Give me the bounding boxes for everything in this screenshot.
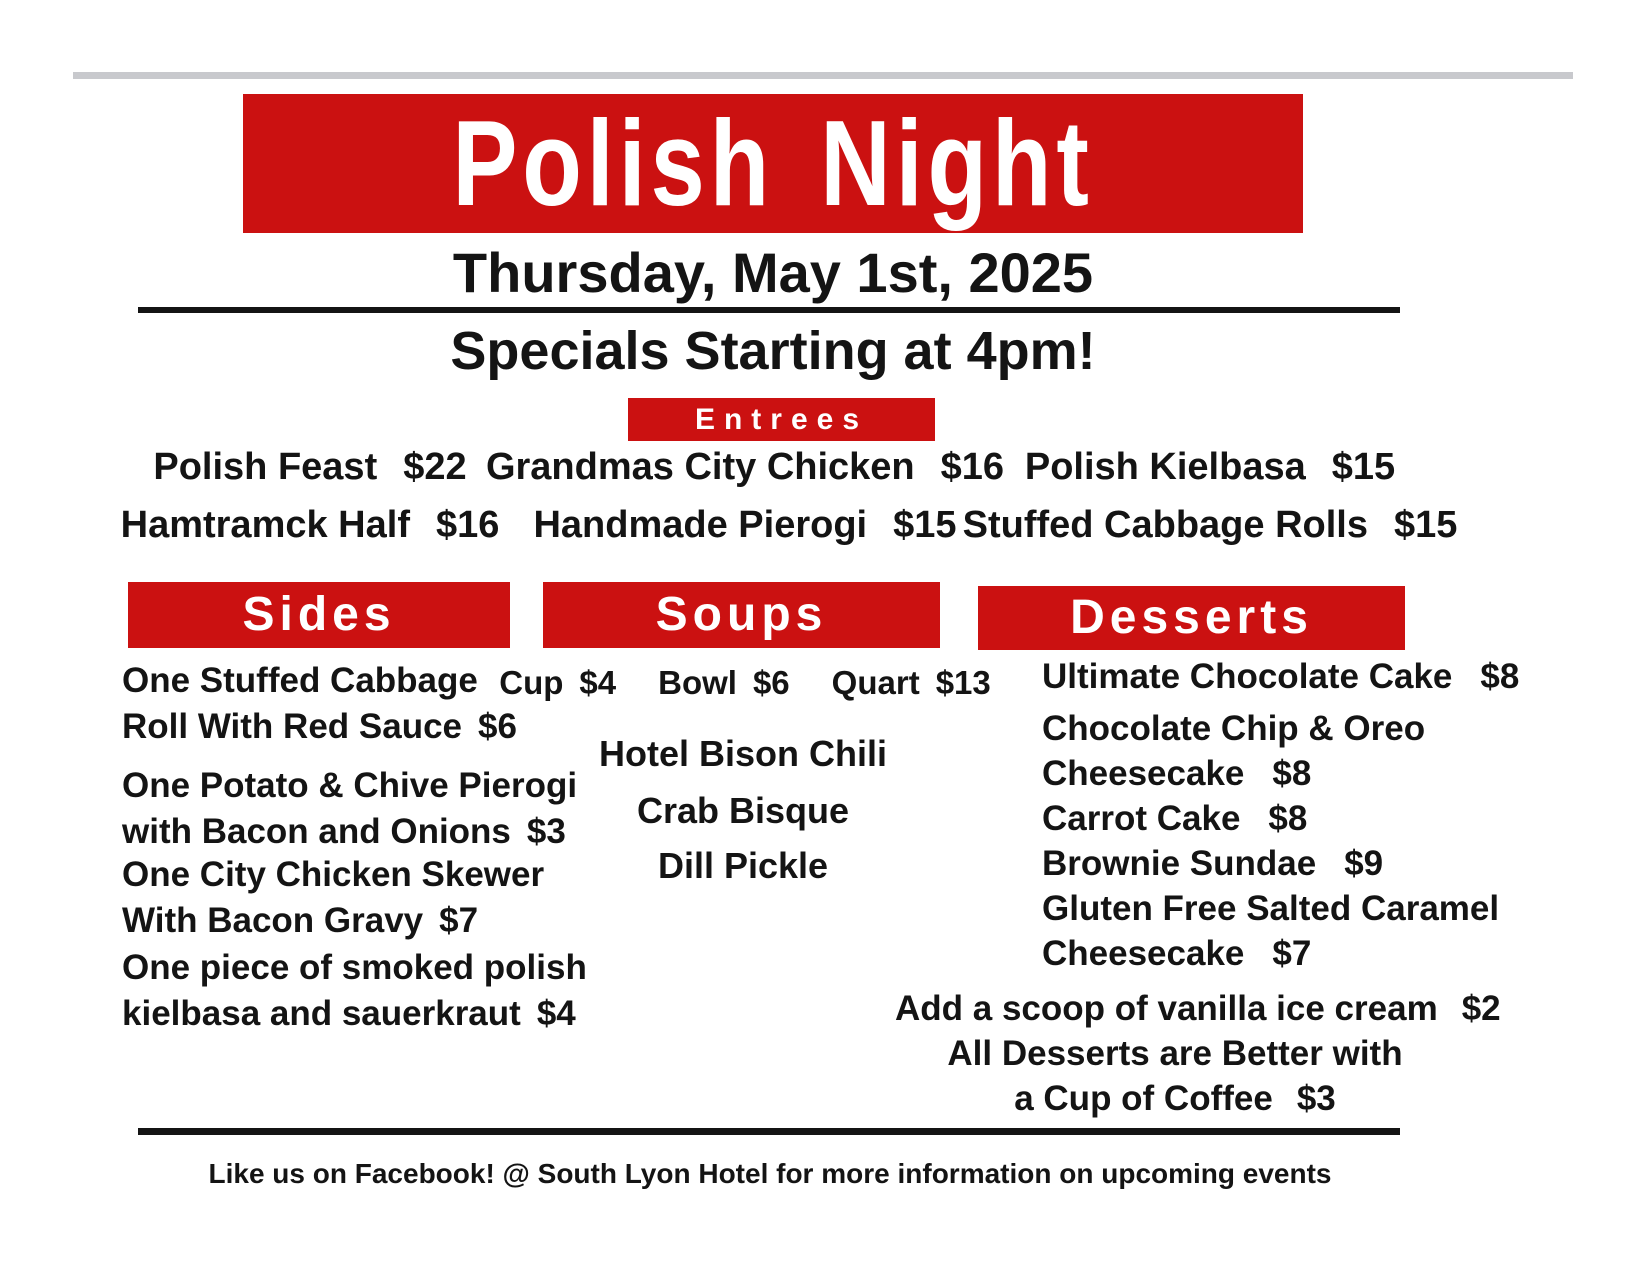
item-name: Polish Kielbasa: [1024, 445, 1306, 488]
item-price: $7: [1272, 934, 1312, 973]
menu-item: [1042, 931, 1602, 976]
item-name: Stuffed Cabbage Rolls: [962, 503, 1368, 546]
item-price: $8: [1268, 799, 1308, 838]
item-line: One piece of smoked polish: [122, 948, 587, 987]
size-price: [832, 664, 991, 702]
desserts-extras: [895, 986, 1501, 1121]
item-price: $15: [893, 503, 957, 546]
title-banner: [243, 94, 1303, 233]
menu-item: [1042, 654, 1602, 699]
item-name: with Bacon and Onions: [122, 812, 511, 851]
item-price: $16: [940, 445, 1005, 488]
item-price: $7: [439, 901, 479, 940]
entrees-section-banner: [628, 398, 935, 441]
menu-item: [962, 503, 1458, 547]
item-price: $6: [752, 664, 790, 701]
item-price: $13: [935, 664, 991, 701]
header-rule: [138, 307, 1400, 313]
size-label: Bowl: [658, 664, 737, 701]
item-name: Gluten Free Salted Caramel: [1042, 889, 1500, 928]
item-name: Brownie Sundae: [1042, 844, 1317, 883]
item-price: $6: [478, 707, 517, 746]
item-price: $9: [1344, 844, 1384, 883]
sides-section-banner: [128, 582, 510, 648]
item-name: Carrot Cake: [1042, 799, 1241, 838]
footer-note: Like us on Facebook! @ South Lyon Hotel for more information on upcoming events: [208, 1158, 1332, 1189]
menu-item: Hotel Bison Chili: [599, 733, 887, 774]
menu-item: [500, 504, 990, 547]
menu-item: [122, 945, 587, 1037]
menu-item: [895, 986, 1501, 1031]
item-price: $16: [435, 503, 500, 546]
item-name: Handmade Pierogi: [533, 503, 868, 546]
menu-item: [485, 445, 1005, 489]
item-line: [122, 809, 582, 855]
sides-heading: Sides: [242, 588, 396, 641]
menu-item: [1042, 751, 1602, 796]
soup-size-prices: [490, 664, 1000, 702]
item-name: Roll With Red Sauce: [122, 707, 463, 746]
menu-item: [895, 1076, 1455, 1121]
item-name: Cheesecake: [1042, 934, 1245, 973]
item-name: All Desserts are Better with: [947, 1034, 1403, 1073]
item-name: Ultimate Chocolate Cake: [1042, 657, 1453, 696]
size-label: Quart: [831, 664, 920, 701]
item-line: [122, 991, 582, 1037]
menu-item: [990, 446, 1430, 489]
size-label: Cup: [499, 664, 564, 701]
item-line: One Stuffed Cabbage: [122, 661, 478, 700]
item-name: a Cup of Coffee: [1014, 1079, 1273, 1118]
item-name: Grandmas City Chicken: [485, 445, 915, 488]
item-price: $2: [1461, 989, 1501, 1028]
menu-item: [120, 446, 500, 489]
menu-item: Dill Pickle: [657, 845, 829, 886]
menu-item: [1042, 886, 1602, 931]
item-price: $22: [403, 445, 467, 488]
entrees-heading: Entrees: [694, 403, 869, 436]
desserts-section-banner: [978, 586, 1405, 650]
size-price: [658, 664, 790, 702]
item-price: $3: [1296, 1079, 1336, 1118]
top-rule: [73, 72, 1573, 79]
entrees-list: [120, 438, 1458, 554]
item-name: With Bacon Gravy: [122, 901, 424, 940]
item-price: $8: [1272, 754, 1312, 793]
soups-heading: Soups: [655, 588, 828, 641]
menu-item: Crab Bisque: [636, 790, 850, 831]
item-name: Polish Feast: [153, 445, 378, 488]
footer-rule: [138, 1128, 1400, 1135]
desserts-list: [1042, 654, 1602, 976]
item-price: $3: [526, 812, 566, 851]
menu-item: [120, 504, 500, 547]
menu-item: [122, 852, 582, 944]
item-line: [122, 898, 582, 944]
item-name: Hamtramck Half: [120, 503, 410, 546]
item-name: Cheesecake: [1042, 754, 1245, 793]
menu-item: [895, 1031, 1455, 1076]
item-name: kielbasa and sauerkraut: [122, 994, 521, 1033]
item-name: Chocolate Chip & Oreo: [1042, 709, 1426, 748]
menu-item: [1042, 706, 1602, 751]
item-price: $4: [579, 664, 617, 701]
item-price: $8: [1480, 657, 1520, 696]
menu-item: [122, 763, 582, 855]
soups-section-banner: [543, 582, 940, 648]
item-name: Add a scoop of vanilla ice cream: [895, 989, 1438, 1028]
menu-item: [1042, 796, 1602, 841]
event-date: Thursday, May 1st, 2025: [452, 241, 1094, 304]
desserts-heading: Desserts: [1070, 591, 1313, 644]
entrees-row: [120, 438, 1430, 496]
size-price: [499, 664, 616, 702]
item-line: One Potato & Chive Pierogi: [122, 766, 578, 805]
page-title: Polish Night: [452, 95, 1094, 231]
item-line: One City Chicken Skewer: [122, 855, 545, 894]
item-line: [122, 704, 582, 750]
item-price: $15: [1331, 445, 1396, 488]
entrees-row: [120, 496, 1458, 554]
item-price: $15: [1393, 503, 1458, 546]
item-price: $4: [536, 994, 576, 1033]
specials-subtitle: Specials Starting at 4pm!: [450, 321, 1096, 381]
menu-item: [1042, 841, 1602, 886]
